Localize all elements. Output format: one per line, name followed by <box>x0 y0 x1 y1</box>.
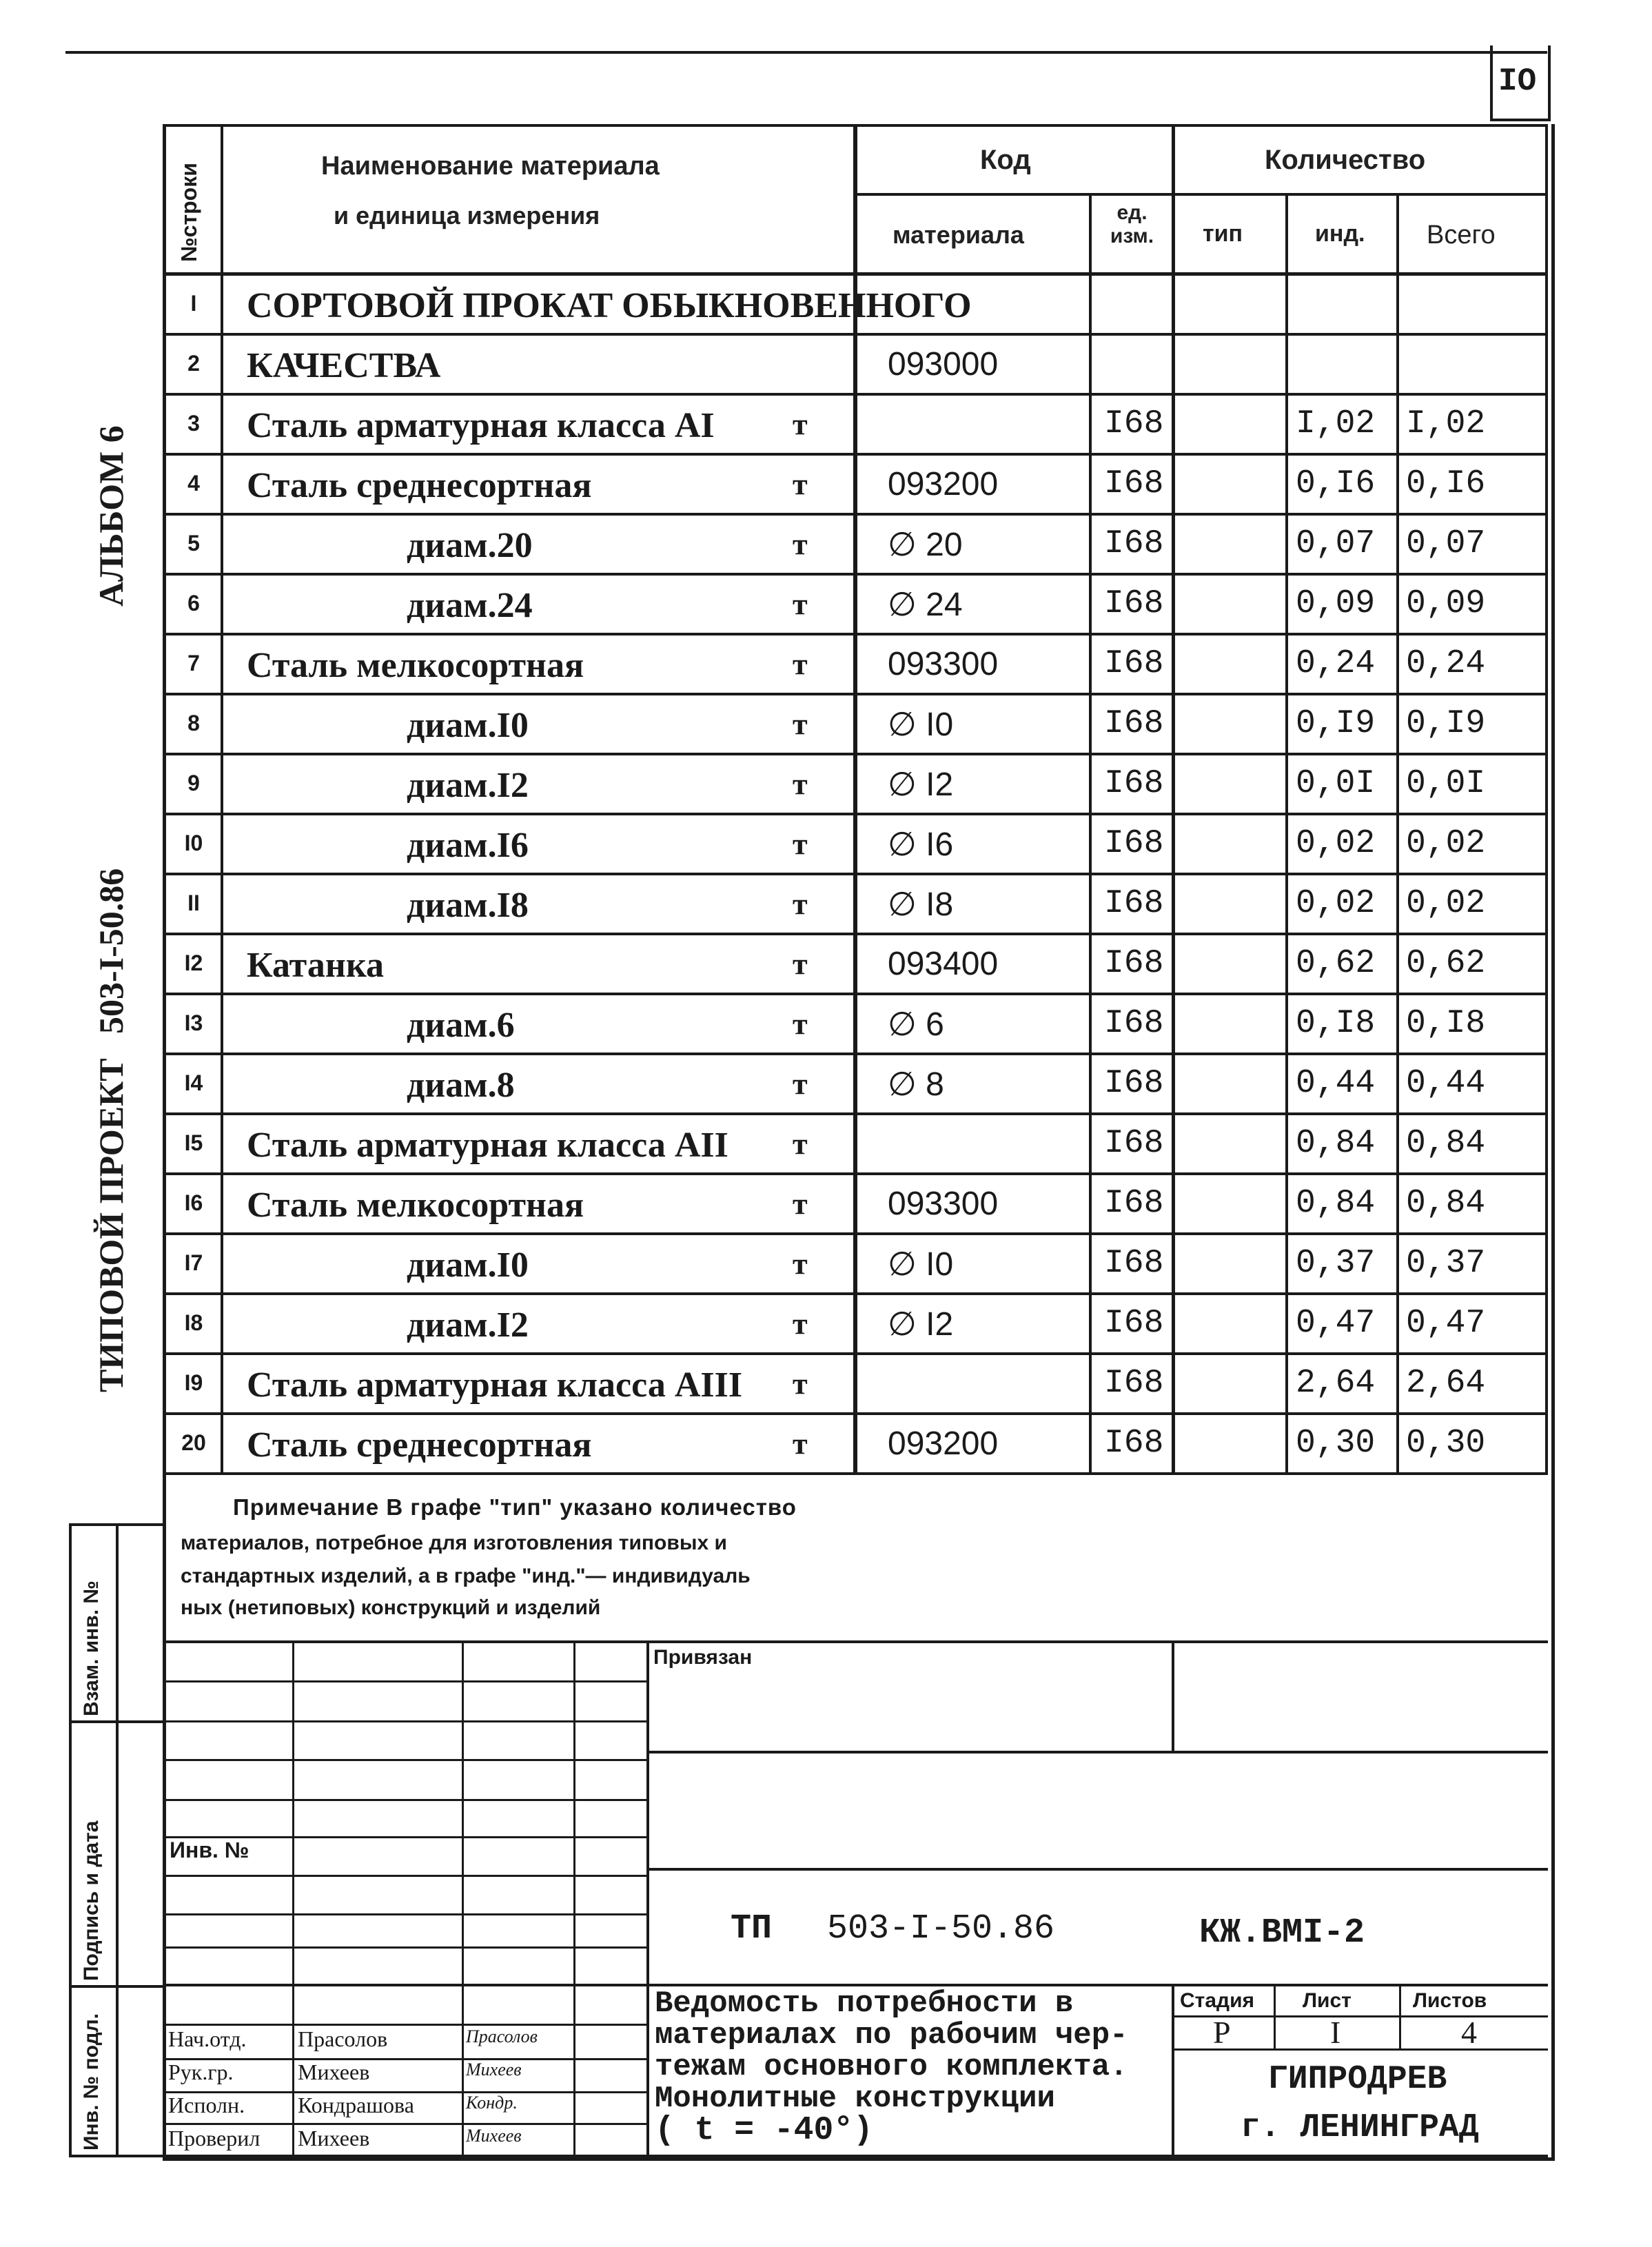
unit-mark: т <box>793 1127 808 1161</box>
stamp-block <box>69 1523 1548 2157</box>
qty-ind: 0,84 <box>1296 1125 1376 1162</box>
material-name: диам.20 <box>407 526 533 565</box>
qty-total: 0,I6 <box>1406 465 1486 502</box>
signature: Кондр. <box>466 2093 518 2113</box>
material-name: диам.6 <box>407 1006 515 1045</box>
qty-total: 0,84 <box>1406 1125 1486 1162</box>
table-row <box>165 576 1548 636</box>
doc-title-line4: Монолитные конструкции <box>655 2082 1055 2116</box>
qty-ind: 0,30 <box>1296 1425 1376 1462</box>
page-number-box <box>1490 45 1551 121</box>
qty-ind: 0,09 <box>1296 585 1376 622</box>
qty-ind: 2,64 <box>1296 1365 1376 1402</box>
header-name-line2: и единица измерения <box>334 201 600 230</box>
qty-total: 2,64 <box>1406 1365 1486 1402</box>
header-qty-type: тип <box>1203 221 1243 247</box>
sheet-value: I <box>1330 2015 1341 2050</box>
row-number: I0 <box>184 831 203 855</box>
row-number: I7 <box>184 1250 203 1275</box>
qty-total: 0,44 <box>1406 1065 1486 1102</box>
unit-mark: т <box>793 1067 808 1101</box>
tp-number: 503-I-50.86 <box>827 1909 1055 1949</box>
table-row <box>165 815 1548 875</box>
signer-role: Нач.отд. <box>168 2026 247 2051</box>
qty-ind: 0,07 <box>1296 525 1376 562</box>
unit-code: I68 <box>1104 525 1164 562</box>
qty-ind: 0,02 <box>1296 825 1376 862</box>
qty-ind: 0,44 <box>1296 1065 1376 1102</box>
note-line1: Примечание В графе "тип" указано количество <box>233 1494 797 1520</box>
row-number: 9 <box>187 771 200 795</box>
table-row <box>165 935 1548 995</box>
material-code: ∅ 20 <box>888 527 963 563</box>
qty-total: 0,24 <box>1406 645 1486 682</box>
row-number: 4 <box>187 471 200 496</box>
row-number: I9 <box>184 1370 203 1395</box>
material-name: Сталь среднесортная <box>247 466 592 505</box>
table-row <box>165 1235 1548 1295</box>
qty-ind: 0,I6 <box>1296 465 1376 502</box>
signature: Прасолов <box>466 2026 538 2046</box>
unit-mark: т <box>793 1307 808 1341</box>
material-name: Сталь арматурная класса AIII <box>247 1365 743 1405</box>
table-row <box>165 755 1548 815</box>
unit-mark: т <box>793 587 808 621</box>
row-number: I8 <box>184 1310 203 1335</box>
unit-mark: т <box>793 887 808 921</box>
material-code: 093000 <box>888 346 999 383</box>
material-table <box>165 124 1548 1475</box>
doc-title-line5: ( t = -40°) <box>655 2112 873 2149</box>
header-row-no: №строки <box>176 163 201 262</box>
header-code-unit: ед. изм. <box>1110 201 1154 247</box>
material-code: 093300 <box>888 646 999 682</box>
material-code: ∅ I2 <box>888 766 954 803</box>
table-row <box>165 1295 1548 1355</box>
side-label-typical: ТИПОВОЙ ПРОЕКТ <box>92 1058 130 1392</box>
qty-ind: 0,62 <box>1296 945 1376 982</box>
material-code: ∅ I8 <box>888 886 954 923</box>
unit-code: I68 <box>1104 1005 1164 1042</box>
material-name: Сталь арматурная класса AI <box>247 406 715 445</box>
row-number: 6 <box>187 591 200 616</box>
material-name: диам.8 <box>407 1066 515 1105</box>
row-number: I3 <box>184 1010 203 1035</box>
side-label-album: АЛЬБОМ 6 <box>92 425 130 607</box>
unit-code: I68 <box>1104 945 1164 982</box>
material-name: Сталь мелкосортная <box>247 1186 584 1225</box>
vzam-inv-label: Взам. инв. № <box>80 1580 103 1716</box>
material-code: ∅ 6 <box>888 1006 944 1043</box>
side-label-project: 503-I-50.86 <box>92 868 130 1034</box>
row-number: 2 <box>187 351 200 376</box>
material-code: ∅ I0 <box>888 706 954 743</box>
note-line3: стандартных изделий, а в графе "инд."— индивидуаль <box>181 1565 751 1587</box>
unit-mark: т <box>793 467 808 501</box>
table-row <box>165 1355 1548 1415</box>
unit-code: I68 <box>1104 1125 1164 1162</box>
material-name: Сталь среднесортная <box>247 1425 592 1465</box>
qty-total: 0,47 <box>1406 1305 1486 1342</box>
unit-code: I68 <box>1104 765 1164 802</box>
row-number: II <box>187 891 200 915</box>
table-row <box>165 636 1548 695</box>
unit-mark: т <box>793 1427 808 1461</box>
row-number: 8 <box>187 711 200 735</box>
signature: Михеев <box>466 2060 522 2080</box>
material-name: диам.I0 <box>407 1245 529 1285</box>
table-row <box>165 1175 1548 1235</box>
unit-mark: т <box>793 1007 808 1041</box>
qty-total: 0,62 <box>1406 945 1486 982</box>
unit-code: I68 <box>1104 405 1164 443</box>
table-row <box>165 336 1548 396</box>
qty-total: 0,37 <box>1406 1245 1486 1282</box>
row-number: 7 <box>187 651 200 675</box>
unit-code: I68 <box>1104 465 1164 502</box>
qty-total: 0,02 <box>1406 825 1486 862</box>
header-qty-ind: инд. <box>1315 221 1365 247</box>
material-name: диам.24 <box>407 586 533 625</box>
qty-ind: 0,0I <box>1296 765 1376 802</box>
sheet-label: Лист <box>1303 1989 1352 2012</box>
sheets-label: Листов <box>1413 1989 1487 2012</box>
table-row <box>165 396 1548 456</box>
unit-code: I68 <box>1104 1425 1164 1462</box>
table-row <box>165 1415 1548 1475</box>
header-code-material: материала <box>893 221 1024 249</box>
material-name: Сталь мелкосортная <box>247 646 584 685</box>
table-row <box>165 1115 1548 1175</box>
qty-ind: 0,02 <box>1296 885 1376 922</box>
header-qty-total: Всего <box>1427 221 1496 250</box>
table-row <box>165 1055 1548 1115</box>
material-code: ∅ I0 <box>888 1246 954 1283</box>
org-city: г. ЛЕНИНГРАД <box>1241 2109 1479 2146</box>
stage-label: Стадия <box>1180 1989 1255 2012</box>
signer-name: Прасолов <box>298 2026 388 2051</box>
table-row <box>165 995 1548 1055</box>
signer-name: Михеев <box>298 2126 370 2151</box>
unit-code: I68 <box>1104 705 1164 742</box>
material-name: диам.I8 <box>407 886 529 925</box>
signer-name: Михеев <box>298 2060 370 2084</box>
table-row <box>165 276 1548 336</box>
inv-no-label: Инв. № <box>170 1838 249 1862</box>
qty-ind: 0,I9 <box>1296 705 1376 742</box>
top-rule <box>65 51 1547 54</box>
material-name: Сталь арматурная класса AII <box>247 1126 728 1165</box>
material-code: ∅ 8 <box>888 1066 944 1103</box>
row-number: I4 <box>184 1070 203 1095</box>
signer-role: Проверил <box>168 2126 261 2151</box>
signature: Михеев <box>466 2126 522 2146</box>
qty-ind: 0,I8 <box>1296 1005 1376 1042</box>
material-code: ∅ 24 <box>888 587 963 623</box>
unit-code: I68 <box>1104 1305 1164 1342</box>
qty-total: 0,I8 <box>1406 1005 1486 1042</box>
signatures-block <box>163 2024 646 2157</box>
header-qty: Количество <box>1265 145 1426 175</box>
header-code: Код <box>980 145 1031 175</box>
row-number: I <box>190 291 197 316</box>
row-number: I6 <box>184 1190 203 1215</box>
unit-mark: т <box>793 1187 808 1221</box>
row-number: 5 <box>187 531 200 556</box>
qty-total: 0,09 <box>1406 585 1486 622</box>
page-number: IO <box>1498 63 1537 99</box>
unit-code: I68 <box>1104 585 1164 622</box>
material-name: диам.I2 <box>407 766 529 805</box>
material-code: 093400 <box>888 946 999 982</box>
tp-label: ТП <box>731 1909 773 1949</box>
doc-title-line2: материалах по рабочим чер- <box>655 2018 1128 2053</box>
note-line4: ных (нетиповых) конструкций и изделий <box>181 1596 601 1619</box>
qty-ind: I,02 <box>1296 405 1376 443</box>
unit-mark: т <box>793 1367 808 1401</box>
table-body <box>165 276 1548 1475</box>
material-name: СОРТОВОЙ ПРОКАТ ОБЫКНОВЕННОГО <box>247 286 972 325</box>
qty-ind: 0,84 <box>1296 1185 1376 1222</box>
material-code: 093300 <box>888 1186 999 1222</box>
doc-title-line1: Ведомость потребности в <box>655 1986 1074 2021</box>
qty-ind: 0,24 <box>1296 645 1376 682</box>
qty-ind: 0,47 <box>1296 1305 1376 1342</box>
unit-code: I68 <box>1104 1245 1164 1282</box>
privyazan-label: Привязан <box>653 1646 753 1669</box>
table-row <box>165 516 1548 576</box>
unit-mark: т <box>793 527 808 561</box>
stage-value: Р <box>1213 2015 1231 2050</box>
note-line2: материалов, потребное для изготовления типовых и <box>181 1532 727 1554</box>
table-row <box>165 875 1548 935</box>
qty-total: 0,30 <box>1406 1425 1486 1462</box>
doc-code: КЖ.ВМI-2 <box>1199 1913 1365 1953</box>
qty-total: 0,84 <box>1406 1185 1486 1222</box>
header-name-line1: Наименование материала <box>321 152 660 181</box>
org-name: ГИПРОДРЕВ <box>1268 2061 1447 2098</box>
material-code: 093200 <box>888 466 999 502</box>
qty-ind: 0,37 <box>1296 1245 1376 1282</box>
signer-name: Кондрашова <box>298 2093 414 2117</box>
unit-mark: т <box>793 707 808 741</box>
material-name: Катанка <box>247 946 384 985</box>
row-number: 20 <box>181 1430 206 1455</box>
material-code: ∅ I6 <box>888 826 954 863</box>
qty-total: 0,I9 <box>1406 705 1486 742</box>
unit-mark: т <box>793 767 808 801</box>
unit-mark: т <box>793 947 808 981</box>
signer-role: Исполн. <box>168 2093 245 2117</box>
unit-mark: т <box>793 827 808 861</box>
doc-title-line3: тежам основного комплекта. <box>655 2050 1128 2084</box>
signer-role: Рук.гр. <box>168 2060 234 2084</box>
material-name: диам.I6 <box>407 826 529 865</box>
material-name: КАЧЕСТВА <box>247 346 441 385</box>
unit-mark: т <box>793 1247 808 1281</box>
unit-code: I68 <box>1104 1185 1164 1222</box>
row-number: I5 <box>184 1130 203 1155</box>
unit-mark: т <box>793 647 808 681</box>
unit-code: I68 <box>1104 1065 1164 1102</box>
unit-code: I68 <box>1104 1365 1164 1402</box>
inv-podl-label: Инв. № подл. <box>80 2013 103 2151</box>
sheets-value: 4 <box>1461 2015 1477 2050</box>
unit-mark: т <box>793 407 808 441</box>
unit-code: I68 <box>1104 885 1164 922</box>
material-name: диам.I0 <box>407 706 529 745</box>
qty-total: I,02 <box>1406 405 1486 443</box>
unit-code: I68 <box>1104 645 1164 682</box>
material-code: ∅ I2 <box>888 1306 954 1343</box>
unit-code: I68 <box>1104 825 1164 862</box>
qty-total: 0,07 <box>1406 525 1486 562</box>
qty-total: 0,02 <box>1406 885 1486 922</box>
table-row <box>165 456 1548 516</box>
row-number: 3 <box>187 411 200 436</box>
material-name: диам.I2 <box>407 1305 529 1345</box>
podpis-data-label: Подпись и дата <box>80 1820 103 1981</box>
table-row <box>165 695 1548 755</box>
row-number: I2 <box>184 950 203 975</box>
qty-total: 0,0I <box>1406 765 1486 802</box>
material-code: 093200 <box>888 1425 999 1462</box>
